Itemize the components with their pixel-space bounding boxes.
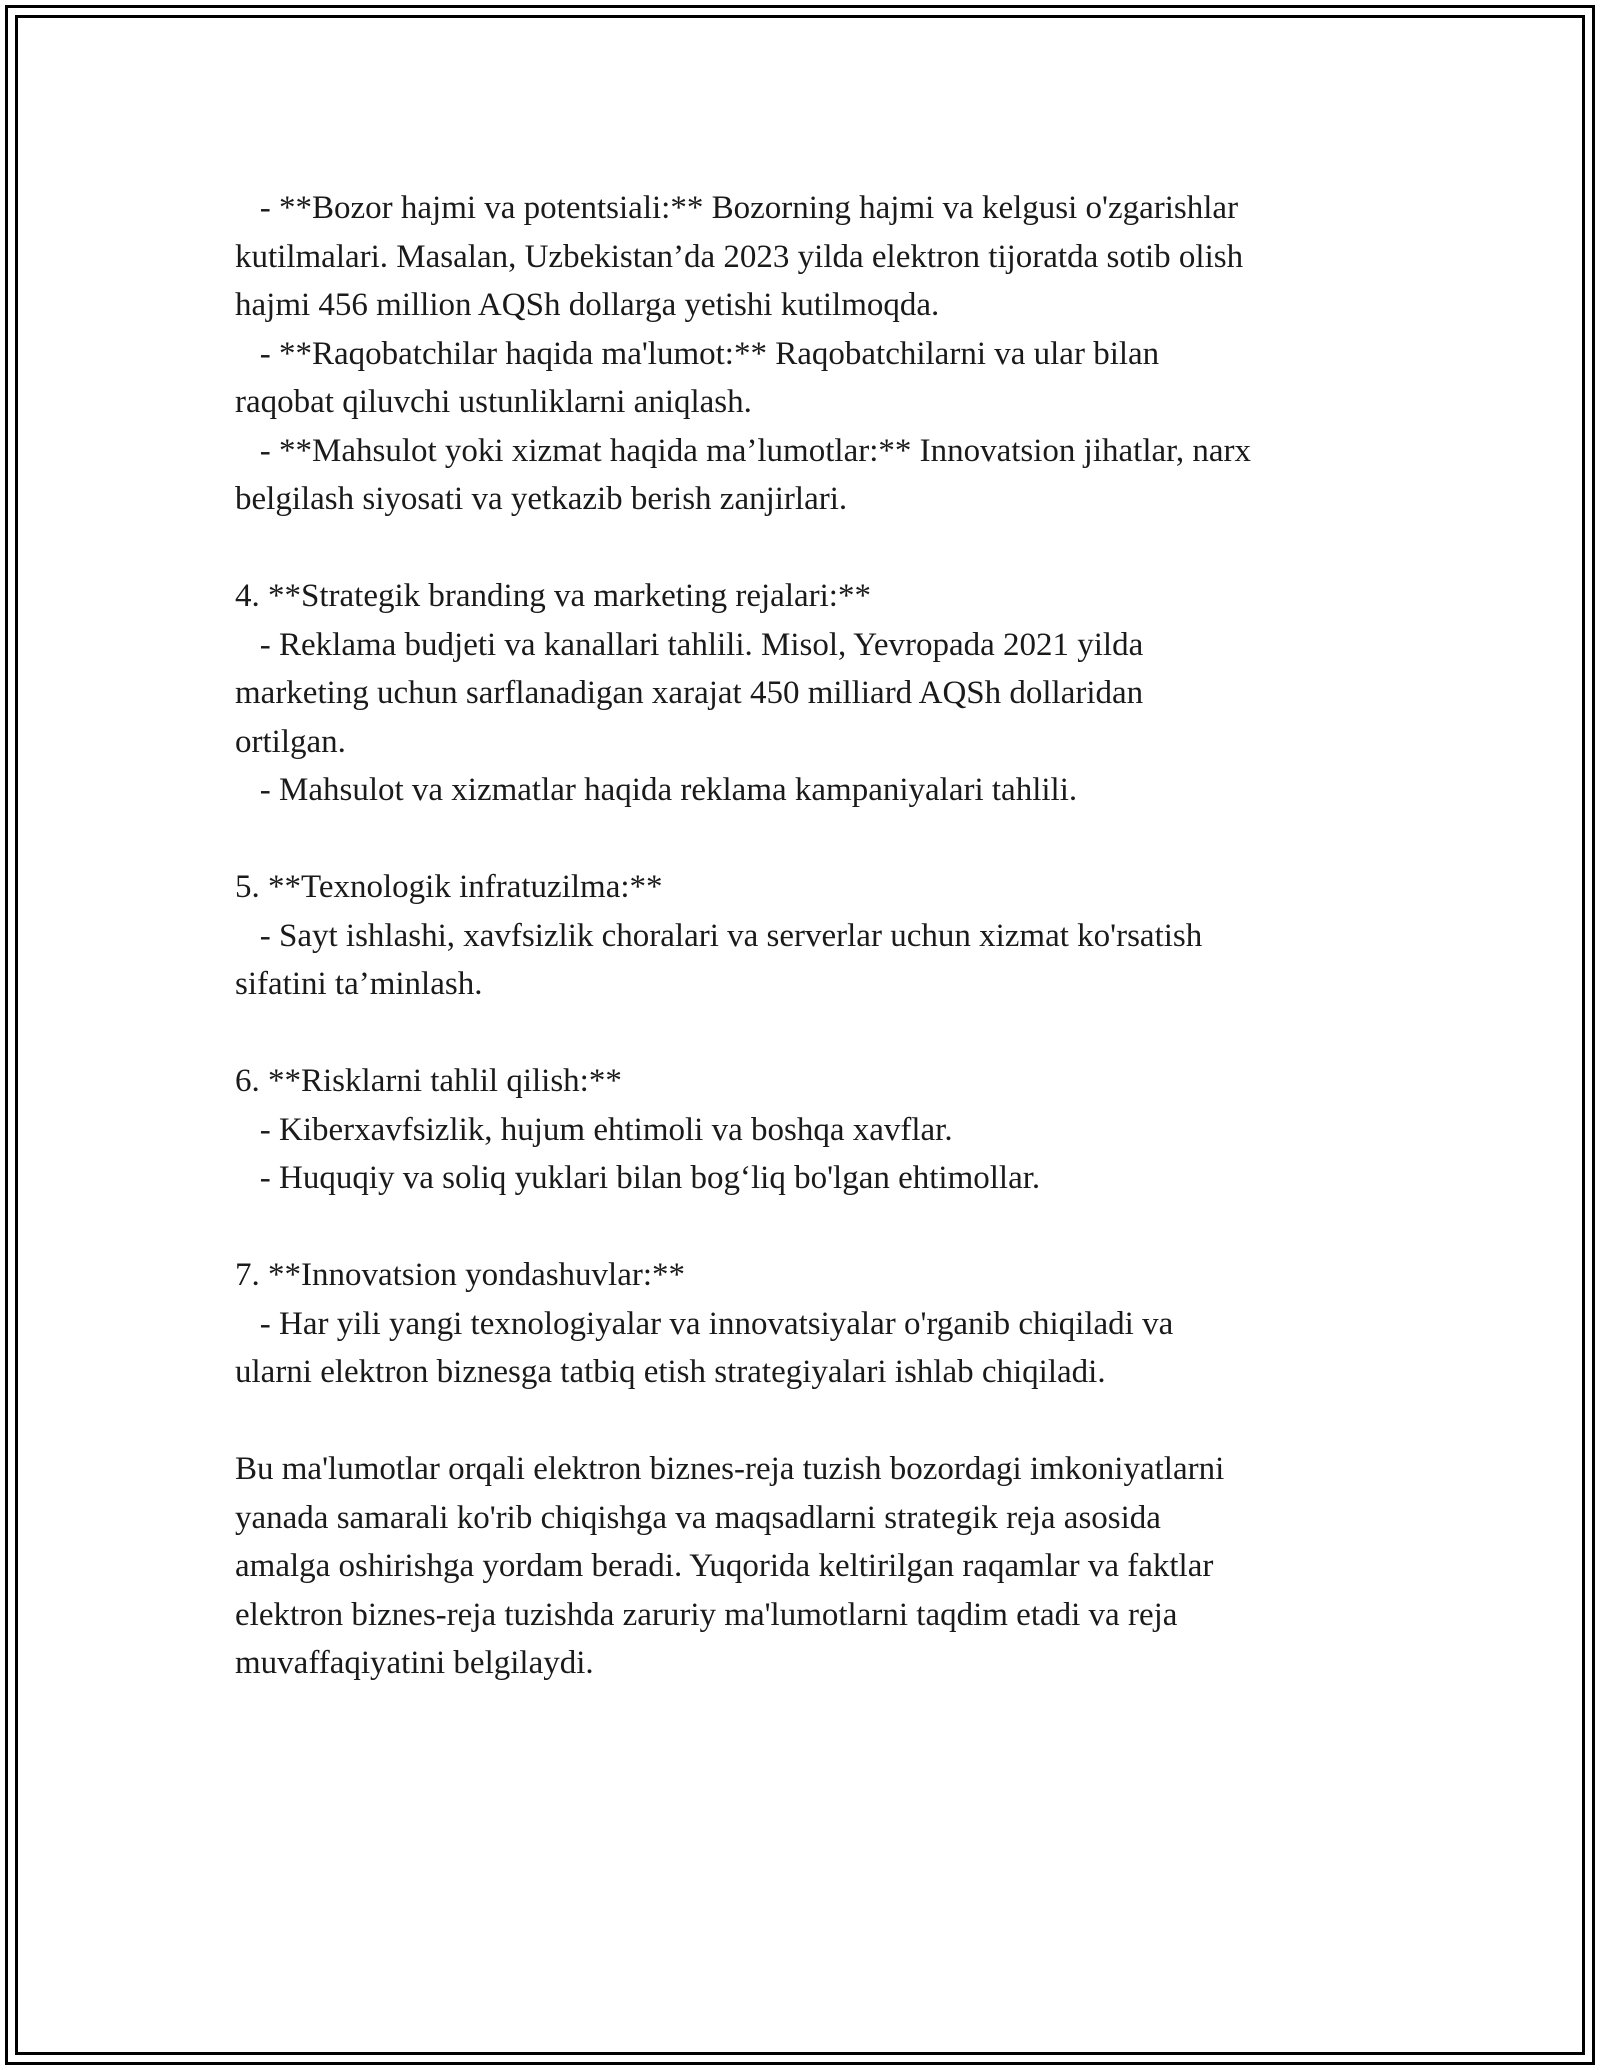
text-line: - **Mahsulot yoki xizmat haqida ma’lumotlar:** Innovatsion jihatlar, narx [235, 432, 1251, 469]
blank-line [235, 1203, 1375, 1252]
text-line: - Sayt ishlashi, xavfsizlik choralari va serverlar uchun xizmat ko'rsatish [235, 917, 1203, 954]
document-body [235, 184, 1375, 1688]
blank-line [235, 524, 1375, 573]
text-line: belgilash siyosati va yetkazib berish zanjirlari. [235, 481, 848, 517]
blank-line [235, 1397, 1375, 1446]
text-line: - **Bozor hajmi va potentsiali:** Bozorning hajmi va kelgusi o'zgarishlar [235, 190, 1239, 226]
text-line: - **Raqobatchilar haqida ma'lumot:** Raqobatchilarni va ular bilan [235, 335, 1160, 372]
blank-line [235, 1009, 1375, 1058]
text-line: - Reklama budjeti va kanallari tahlili. Misol, Yevropada 2021 yilda [235, 626, 1144, 663]
conclusion-line: elektron biznes-reja tuzishda zaruriy ma'lumotlarni taqdim etadi va reja [235, 1596, 1178, 1633]
text-line: - Huquqiy va soliq yuklari bilan bog‘liq bo'lgan ehtimollar. [235, 1160, 1041, 1196]
text-line: - Kiberxavfsizlik, hujum ehtimoli va boshqa xavflar. [235, 1111, 953, 1148]
text-line: sifatini ta’minlash. [235, 966, 483, 1002]
text-line: - Har yili yangi texnologiyalar va innovatsiyalar o'rganib chiqiladi va [235, 1305, 1174, 1342]
conclusion-line: amalga oshirishga yordam beradi. Yuqorida keltirilgan raqamlar va faktlar [235, 1548, 1214, 1584]
text-line: marketing uchun sarflanadigan xarajat 450 milliard AQSh dollaridan [235, 675, 1144, 711]
section-heading: 6. **Risklarni tahlil qilish:** [235, 1063, 622, 1099]
section-heading: 7. **Innovatsion yondashuvlar:** [235, 1257, 686, 1293]
conclusion-line: Bu ma'lumotlar orqali elektron biznes-reja tuzish bozordagi imkoniyatlarni [235, 1451, 1225, 1487]
text-line: hajmi 456 million AQSh dollarga yetishi kutilmoqda. [235, 287, 940, 323]
text-line: - Mahsulot va xizmatlar haqida reklama kampaniyalari tahlili. [235, 772, 1078, 808]
blank-line [235, 815, 1375, 864]
conclusion-line: muvaffaqiyatini belgilaydi. [235, 1645, 594, 1681]
conclusion-line: yanada samarali ko'rib chiqishga va maqsadlarni strategik reja asosida [235, 1499, 1161, 1536]
section-heading: 5. **Texnologik infratuzilma:** [235, 869, 663, 905]
section-heading: 4. **Strategik branding va marketing rejalari:** [235, 578, 871, 614]
text-line: ortilgan. [235, 723, 346, 760]
text-line: kutilmalari. Masalan, Uzbekistan’da 2023 yilda elektron tijoratda sotib olish [235, 238, 1244, 275]
text-line: ularni elektron biznesga tatbiq etish strategiyalari ishlab chiqiladi. [235, 1354, 1106, 1390]
text-line: raqobat qiluvchi ustunliklarni aniqlash. [235, 384, 752, 420]
